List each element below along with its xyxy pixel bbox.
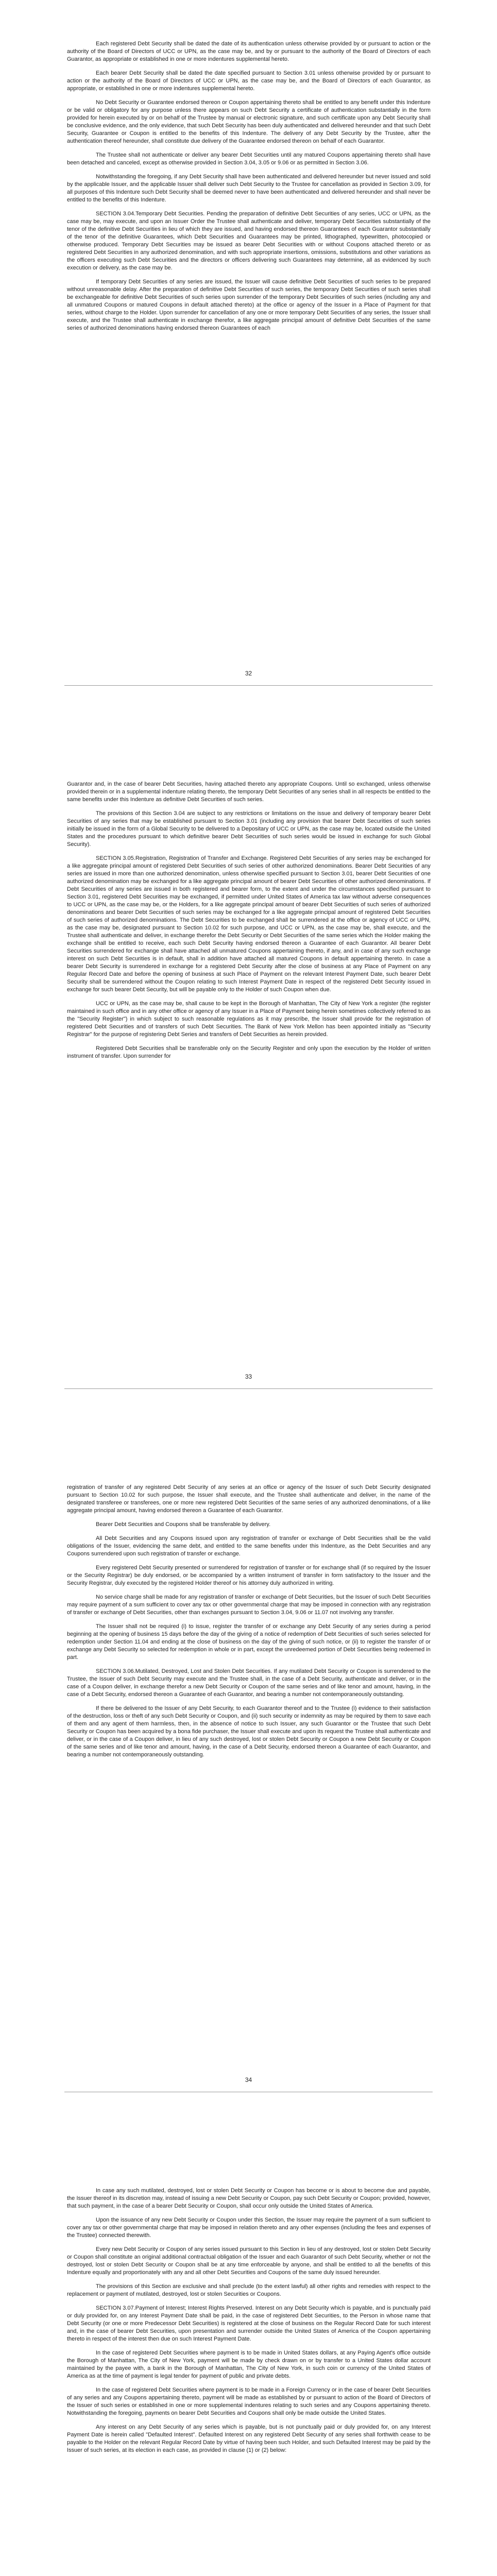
paragraph: If there be delivered to the Issuer of any Debt Security, to each Guarantor thereof and to the Trustee (i) evidence to their satisfaction of the destruction, loss or theft of any such Debt Security or Coupon, and (ii) such security or indemnity as may be required by them to save each of them and any agent of them harmless, then, in the absence of notice to such Issuer, any such Guarantor or the Trustee that such Debt Security or Coupon has been acquired by a bona fide purchaser, the Issuer shall execute and upon its request the Trustee shall authenticate and deliver, or in the case of a Coupon deliver, in lieu of any such destroyed, lost or stolen Debt Security or Coupon a new Debt Security or Coupon of the same series and of like tenor and amount, having, in the case of a Debt Security, endorsed thereon a Guarantee of each Guarantor, and bearing a number not contemporaneously outstanding. — [67, 1705, 431, 1758]
paragraph: In the case of registered Debt Securities where payment is to be made in United States dollars, at any Paying Agent's office outside the Borough of Manhattan, The City of New York, payment will be made by check drawn on or by transfer to a United States dollar account maintained by the payee with, a bank in the Borough of Manhattan, The City of New York, in such coin or currency of the United States of America as at the time of payment is legal tender for payment of public and private debts. — [67, 2350, 431, 2379]
paragraph: If temporary Debt Securities of any series are issued, the Issuer will cause definitive Debt Securities of such series to be prepared without unreasonable delay. After the preparation of definitive Debt Securities of such series, the temporary Debt Securities of such series shall be exchangeable for definitive Debt Securities of such series upon surrender of the temporary Debt Securities of such series (including any and all unmatured Coupons or matured Coupons in default attached thereto) at the office or agency of the Issuer in a Place of Payment for that series, without charge to the Holder. Upon surrender for cancellation of any one or more temporary Debt Securities of any series, the Issuer shall execute, and the Trustee shall authenticate in exchange therefor, a like aggregate principal amount of definitive Debt Securities of the same series of authorized denominations having endorsed thereon Guarantees of each — [67, 279, 431, 331]
page-body — [67, 781, 431, 1066]
section-3-05-paragraph: SECTION 3.05.Registration, Registration of Transfer and Exchange. Registered Debt Securities of any series may be exchanged for a like aggregate principal amount of registered Debt Securities of such series of other authorized denominations. Bearer Debt Securities of any series are issued in more than one authorized denomination, unless otherwise specified pursuant to Section 3.01, bearer Debt Securities of one authorized denomination may be exchanged for a like aggregate principal amount of bearer Debt Securities of other authorized denominations. If Debt Securities of any series are issued in both registered and bearer form, to the extent and under the circumstances specified pursuant to Section 3.01, registered Debt Securities may be exchanged, if permitted under United States of America tax law without adverse consequences to UCC or UPN, as the case may be, or the Holders, for a like aggregate principal amount of bearer Debt Securities of such series of authorized denominations and bearer Debt Securities of such series may be exchanged for a like aggregate principal amount of registered Debt Securities of such series of authorized denominations. The Debt Securities to be exchanged shall be surrendered at the office or agency of UCC or UPN, as the case may be, designated pursuant to Section 10.02 for such purpose, and UCC or UPN, as the case may be, shall execute, and the Trustee shall authenticate and deliver, in exchange therefor the Debt Security or Debt Securities of the same series which the Holder making the exchange shall be entitled to receive, each such Debt Security having endorsed thereon a Guarantee of each Guarantor. All bearer Debt Securities surrendered for exchange shall have attached all unmatured Coupons appertaining thereto, if any, and in case of any such exchange interest on such Debt Securities is in default, shall in addition have attached all matured Coupons in default appertaining thereto. In case a bearer Debt Security is surrendered in exchange for a registered Debt Security after the close of business at any Place of Payment on any Regular Record Date and before the opening of business at such Place of Payment on the relevant Interest Payment Date, such bearer Debt Security shall be surrendered without the Coupon relating to such Interest Payment Date in respect of the registered Debt Security issued in exchange for such bearer Debt Security, but will be payable only to the Holder of such Coupon when due. — [67, 855, 431, 993]
paragraph: registration of transfer of any registered Debt Security of any series at an office or agency of the Issuer of such Debt Security designated pursuant to Section 10.02 for such purpose, the Issuer shall execute, and the Trustee shall authenticate and deliver, in the name of the designated transferee or transferees, one or more new registered Debt Securities of the same series of any authorized denominations, of a like aggregate principal amount, having endorsed thereon a Guarantee of each Guarantor. — [67, 1484, 431, 1514]
page-number: 33 — [245, 1373, 252, 1380]
paragraph: Every registered Debt Security presented or surrendered for registration of transfer or for exchange shall (if so required by the Issuer or the Security Registrar) be duly endorsed, or be accompanied by a written instrument of transfer in form satisfactory to the Issuer and the Security Registrar, duly executed by the registered Holder thereof or his attorney duly authorized in writing. — [67, 1565, 431, 1586]
section-3-04-paragraph: SECTION 3.04.Temporary Debt Securities. Pending the preparation of definitive Debt Securities of any series, UCC or UPN, as the case may be, may execute, and upon an Issuer Order the Trustee shall authenticate and deliver, temporary Debt Securities substantially of the tenor of the definitive Debt Securities in lieu of which they are issued, and having endorsed thereon Guarantees of each Guarantor substantially of the tenor of the definitive Guarantees, which Debt Securities and Guarantees may be printed, lithographed, typewritten, photocopied or otherwise produced. Temporary Debt Securities may be issued as bearer Debt Securities with or without Coupons attached thereto or as registered Debt Securities in any authorized denomination, and with such appropriate insertions, omissions, substitutions and other variations as the officers executing such Debt Securities and the directors or officers delivering such Guarantees may determine, all as evidenced by such execution or delivery, as the case may be. — [67, 211, 431, 271]
paragraph: Every new Debt Security or Coupon of any series issued pursuant to this Section in lieu of any destroyed, lost or stolen Debt Security or Coupon shall constitute an original additional contractual obligation of the Issuer and each Guarantor of such Debt Security, whether or not the destroyed, lost or stolen Debt Security or Coupon shall be at any time enforceable by anyone, and shall be entitled to all the benefits of this Indenture equally and proportionately with any and all other Debt Securities and Coupons of the same duly issued hereunder. — [67, 2246, 431, 2276]
paragraph: In case any such mutilated, destroyed, lost or stolen Debt Security or Coupon has become or is about to become due and payable, the Issuer thereof in its discretion may, instead of issuing a new Debt Security or Coupon, pay such Debt Security or Coupon; provided, however, that such payment, in the case of a bearer Debt Security or Coupon, shall occur only outside the United States of America. — [67, 2188, 431, 2209]
paragraph: The provisions of this Section 3.04 are subject to any restrictions or limitations on the issue and delivery of temporary bearer Debt Securities of any series that may be established pursuant to Section 3.01 (including any provision that bearer Debt Securities of such series initially be issued in the form of a Global Security to be delivered to a Depositary of UCC or UPN, as the case may be, located outside the United States and the procedures pursuant to which definitive bearer Debt Securities of such series would be issued in exchange for such Global Security). — [67, 810, 431, 848]
page-number: 32 — [245, 670, 252, 677]
paragraph: The provisions of this Section are exclusive and shall preclude (to the extent lawful) all other rights and remedies with respect to the replacement or payment of mutilated, destroyed, lost or stolen Securities or Coupons. — [67, 2283, 431, 2297]
paragraph: All Debt Securities and any Coupons issued upon any registration of transfer or exchange of Debt Securities shall be the valid obligations of the Issuer, evidencing the same debt, and entitled to the same benefits under this Indenture, as the Debt Securities and any Coupons surrendered upon such registration of transfer or exchange. — [67, 1535, 431, 1557]
paragraph: Any interest on any Debt Security of any series which is payable, but is not punctually paid or duly provided for, on any Interest Payment Date is herein called "Defaulted Interest". Defaulted Interest on any registered Debt Security of any series shall forthwith cease to be payable to the Holder on the relevant Regular Record Date by virtue of having been such Holder, and such Defaulted Interest may be paid by the Issuer of such series, at its election in each case, as provided in clause (1) or (2) below: — [67, 2424, 431, 2453]
page-divider — [64, 1388, 433, 1389]
document-page — [0, 703, 497, 1406]
page-number: 34 — [245, 2076, 252, 2083]
paragraph: Bearer Debt Securities and Coupons shall be transferable by delivery. — [96, 1521, 271, 1528]
document-page — [0, 1406, 497, 2110]
paragraph: Registered Debt Securities shall be transferable only on the Security Register and only upon the execution by the Holder of written instrument of transfer. Upon surrender for — [67, 1045, 431, 1059]
paragraph: No service charge shall be made for any registration of transfer or exchange of Debt Securities, but the Issuer of such Debt Securities may require payment of a sum sufficient to cover any tax or other governmental charge that may be imposed in connection with any registration of transfer or exchange of Debt Securities, other than exchanges pursuant to Section 3.04, 9.06 or 11.07 not involving any transfer. — [67, 1594, 431, 1616]
document-page — [0, 2110, 497, 2576]
paragraph: No Debt Security or Guarantee endorsed thereon or Coupon appertaining thereto shall be entitled to any benefit under this Indenture or be valid or obligatory for any purpose unless there appears on such Debt Security a certificate of authentication substantially in the form provided for herein executed by or on behalf of the Trustee by manual or electronic signature, and such certificate upon any Debt Security shall be conclusive evidence, and the only evidence, that such Debt Security has been duly authenticated and delivered hereunder and that such Debt Security, Guarantee or Coupon is entitled to the benefits of this Indenture. The delivery of any Debt Security by the Trustee, after the authentication thereof hereunder, shall constitute due delivery of the Guarantee endorsed thereon on behalf of each Guarantor. — [67, 99, 431, 144]
section-3-06-paragraph: SECTION 3.06.Mutilated, Destroyed, Lost and Stolen Debt Securities. If any mutilated Debt Security or Coupon is surrendered to the Trustee, the Issuer of such Debt Security may execute and the Trustee shall, in the case of a Debt Security, authenticate and deliver, or in the case of a Coupon deliver, in exchange therefor a new Debt Security or Coupon of the same series and of like tenor and amount, having, in the case of a Debt Security, endorsed thereon a Guarantee of each Guarantor, and bearing a number not contemporaneously outstanding. — [67, 1668, 431, 1698]
paragraph: UCC or UPN, as the case may be, shall cause to be kept in the Borough of Manhattan, The City of New York a register (the register maintained in such office and in any other office or agency of any Issuer in a Place of Payment being herein sometimes collectively referred to as the "Security Register") in which subject to such reasonable regulations as it may prescribe, the Issuer shall provide for the registration of registered Debt Securities and of transfers of such Debt Securities. The Bank of New York Mellon has been appointed initially as "Security Registrar" for the purpose of registering Debt Series and transfers of Debt Securities as herein provided. — [67, 1001, 431, 1038]
paragraph: Notwithstanding the foregoing, if any Debt Security shall have been authenticated and delivered hereunder but never issued and sold by the applicable Issuer, and the applicable Issuer shall deliver such Debt Security to the Trustee for cancellation as provided in Section 3.09, for all purposes of this Indenture such Debt Security shall be deemed never to have been authenticated and delivered hereunder and shall never be entitled to the benefits of this Indenture. — [67, 174, 431, 203]
page-body — [67, 2187, 431, 2461]
paragraph: The Issuer shall not be required (i) to issue, register the transfer of or exchange any Debt Security of any series during a period beginning at the opening of business 15 days before the day of the giving of a notice of redemption of Debt Securities of such series selected for redemption under Section 11.04 and ending at the close of business on the day of the giving of such notice, or (ii) to register the transfer of or exchange any Debt Security so selected for redemption in whole or in part, except the unredeemed portion of Debt Securities being redeemed in part. — [67, 1623, 431, 1660]
section-3-07-paragraph: SECTION 3.07.Payment of Interest; Interest Rights Preserved. Interest on any Debt Security which is payable, and is punctually paid or duly provided for, on any Interest Payment Date shall be paid, in the case of registered Debt Securities, to the Person in whose name that Debt Security (or one or more Predecessor Debt Securities) is registered at the close of business on the Regular Record Date for such interest and, in the case of bearer Debt Securities, upon presentation and surrender outside the United States of America of the Coupon appertaining thereto in respect of the interest then due on such Interest Payment Date. — [67, 2305, 431, 2342]
page-divider — [64, 685, 433, 686]
paragraph: The Trustee shall not authenticate or deliver any bearer Debt Securities until any matured Coupons appertaining thereto shall have been detached and canceled, except as otherwise provided in Section 3.04, 3.05 or 9.06 or as permitted in Section 3.06. — [67, 152, 431, 166]
paragraph: Each registered Debt Security shall be dated the date of its authentication unless otherwise provided by or pursuant to action or the authority of the Board of Directors of UCC or UPN, as the case may be, and by or pursuant to the authority of the Board of Directors of each Guarantor, as appropriate or established in one or more indentures supplemental hereto. — [67, 41, 431, 62]
page-body — [67, 1484, 431, 1765]
paragraph: Upon the issuance of any new Debt Security or Coupon under this Section, the Issuer may require the payment of a sum sufficient to cover any tax or other governmental charge that may be imposed in relation thereto and any other expenses (including the fees and expenses of the Trustee) connected therewith. — [67, 2217, 431, 2239]
paragraph: In the case of registered Debt Securities where payment is to be made in a Foreign Currency or in the case of bearer Debt Securities of any series and any Coupons appertaining thereto, payment will be made as established by or pursuant to action of the Board of Directors of the Issuer of such series or established in one or more supplemental indentures relating to such series and any Coupons appertaining thereto. Notwithstanding the foregoing, payments on bearer Debt Securities and Coupons shall only be made outside the United States. — [67, 2387, 431, 2416]
paragraph: Each bearer Debt Security shall be dated the date specified pursuant to Section 3.01 unless otherwise provided by or pursuant to action or the authority of the Board of Directors of UCC or UPN, as the case may be, and the Board of Directors of each Guarantor, as appropriate, or established in one or more indentures supplemental hereto. — [67, 70, 431, 92]
document-page — [0, 0, 497, 703]
page-body — [67, 40, 431, 338]
paragraph: Guarantor and, in the case of bearer Debt Securities, having attached thereto any appropriate Coupons. Until so exchanged, unless otherwise provided therein or in a supplemental indenture relating thereto, the temporary Debt Securities of any series shall in all respects be entitled to the same benefits under this Indenture as definitive Debt Securities of such series. — [67, 781, 431, 803]
